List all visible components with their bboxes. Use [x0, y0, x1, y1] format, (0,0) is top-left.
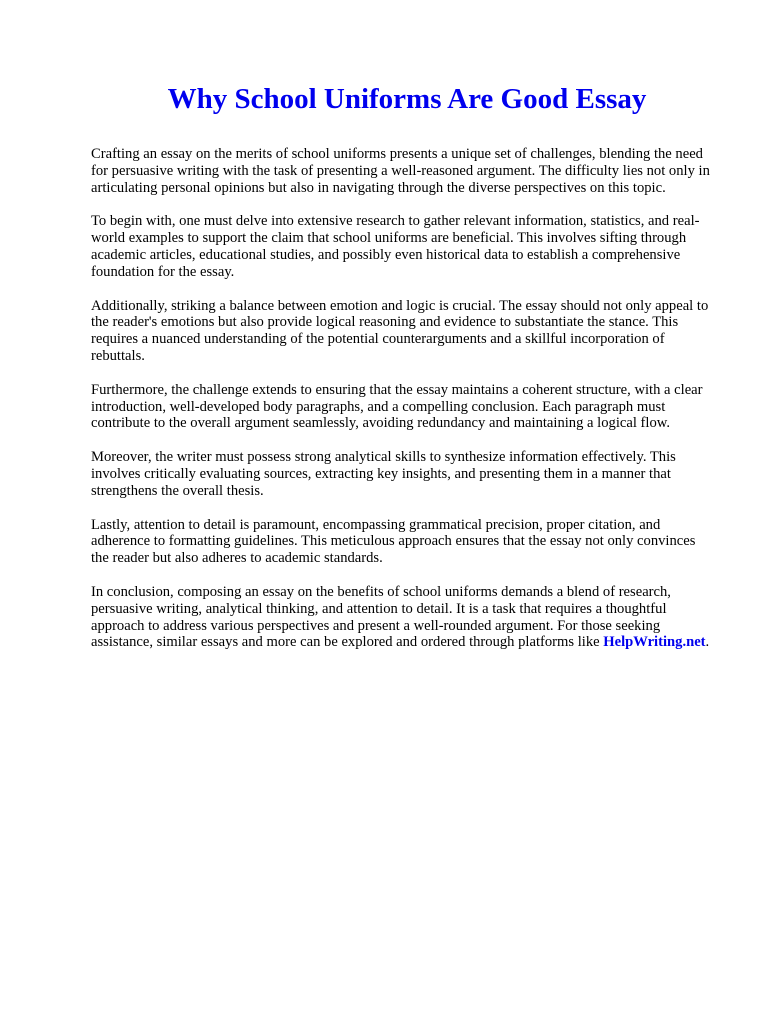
essay-body	[91, 146, 713, 668]
paragraph-detail: Lastly, attention to detail is paramount, encompassing grammatical precision, proper citation, and adherence to formatting guidelines. This meticulous approach ensures that the essay not only convinces the reader but also adheres to academic standards.	[91, 516, 696, 567]
paragraph-balance: Additionally, striking a balance between emotion and logic is crucial. The essay should not only appeal to the reader's emotions but also provide logical reasoning and evidence to substantiate the stance. This requires a nuanced understanding of the potential counterarguments and a skillful incorporation of rebuttals.	[91, 297, 709, 364]
helpwriting-link[interactable]: HelpWriting.net	[603, 634, 706, 651]
conclusion-period: .	[705, 634, 710, 651]
page-title: Why School Uniforms Are Good Essay	[167, 83, 647, 115]
paragraph-intro: Crafting an essay on the merits of school uniforms presents a unique set of challenges, blending the need for persuasive writing with the task of presenting a well-reasoned argument. The difficulty lies not only in articulating personal opinions but also in navigating through the diverse perspectives on this topic.	[91, 146, 710, 196]
paragraph-structure: Furthermore, the challenge extends to ensuring that the essay maintains a coherent structure, with a clear introduction, well-developed body paragraphs, and a compelling conclusion. Each paragraph must contribute to the overall argument seamlessly, avoiding redundancy and maintaining a logical flow.	[91, 381, 703, 432]
paragraph-analysis: Moreover, the writer must possess strong analytical skills to synthesize information effectively. This involves critically evaluating sources, extracting key insights, and presenting them in a manner that strengthens the overall thesis.	[91, 449, 676, 499]
conclusion-text: In conclusion, composing an essay on the benefits of school uniforms demands a blend of research, persuasive writing, analytical thinking, and attention to detail. It is a task that requires a thoughtful approach to address various perspectives and present a well-rounded argument. For those seeking assistance, similar essays and more can be explored and ordered through platforms like	[91, 583, 671, 651]
paragraph-research: To begin with, one must delve into extensive research to gather relevant information, statistics, and real-world examples to support the claim that school uniforms are beneficial. This involves sifting through academic articles, educational studies, and possibly even historical data to establish a comprehensive foundation for the essay.	[91, 213, 700, 280]
paragraph-conclusion	[91, 584, 713, 651]
